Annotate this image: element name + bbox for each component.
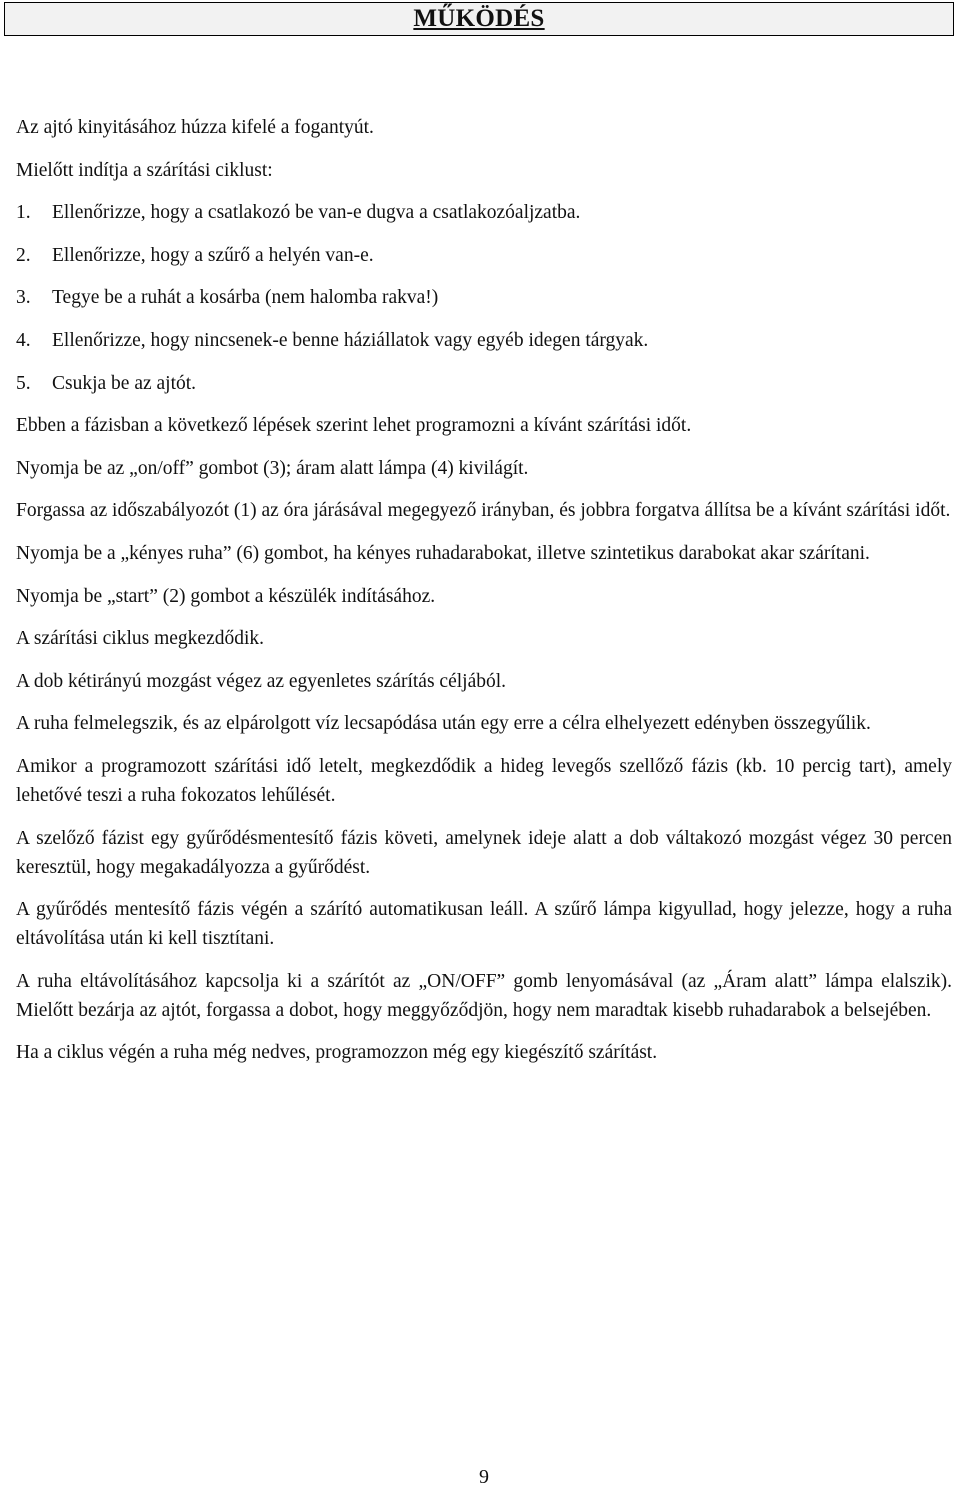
paragraph-removal: A ruha eltávolításához kapcsolja ki a szárítót az „ON/OFF” gomb lenyomásával (az „Áram alatt” lámpa elalszik). Mielőtt bezárja az ajtót, forgassa a dobot, hogy meggyőződjön, hogy nem maradtak kisebb ruhadarabok a belsejében.	[16, 970, 952, 1021]
page-title: MŰKÖDÉS	[413, 5, 545, 32]
list-item-text: Csukja be az ajtót.	[52, 372, 197, 394]
list-item	[16, 369, 952, 398]
page-number: 9	[479, 1466, 489, 1488]
list-item	[16, 283, 952, 312]
list-item-text: Ellenőrizze, hogy nincsenek-e benne háziállatok vagy egyéb idegen tárgyak.	[52, 329, 649, 351]
intro-line-before-cycle: Mielőtt indítja a szárítási ciklust:	[16, 159, 273, 181]
paragraph-extra-drying: Ha a ciklus végén a ruha még nedves, programozzon még egy kiegészítő szárítást.	[16, 1042, 658, 1064]
paragraph-drum-motion: A dob kétirányú mozgást végez az egyenletes szárítás céljából.	[16, 670, 507, 692]
paragraph-start: Nyomja be „start” (2) gombot a készülék indításához.	[16, 585, 436, 607]
intro-line-door: Az ajtó kinyitásához húzza kifelé a fogantyút.	[16, 117, 374, 138]
list-item-number: 3.	[16, 287, 31, 309]
list-item-text: Ellenőrizze, hogy a szűrő a helyén van-e.	[52, 244, 374, 266]
paragraph-delicate: Nyomja be a „kényes ruha” (6) gombot, ha kényes ruhadarabokat, illetve szintetikus darabokat akar szárítani.	[16, 542, 870, 564]
list-item	[16, 198, 952, 227]
paragraph-timer: Forgassa az időszabályozót (1) az óra járásával megegyező irányban, és jobbra forgatva állítsa be a kívánt szárítási időt.	[16, 500, 951, 522]
list-item-number: 4.	[16, 329, 31, 351]
paragraph-cooling-phase: Amikor a programozott szárítási idő letelt, megkezdődik a hideg levegős szellőző fázis (kb. 10 percig tart), amely lehetővé teszi a ruha fokozatos lehűlését.	[16, 755, 952, 806]
paragraph-condensation: A ruha felmelegszik, és az elpárolgott víz lecsapódása után egy erre a célra elhelyezett edényben összegyűlik.	[16, 713, 871, 735]
list-item	[16, 326, 952, 355]
list-item-text: Ellenőrizze, hogy a csatlakozó be van-e dugva a csatlakozóaljzatba.	[52, 202, 581, 224]
paragraph-programming: Ebben a fázisban a következő lépések szerint lehet programozni a kívánt szárítási időt.	[16, 415, 692, 437]
list-item-number: 2.	[16, 244, 31, 266]
list-item-number: 1.	[16, 202, 31, 224]
paragraph-auto-stop: A gyűrődés mentesítő fázis végén a szárító automatikusan leáll. A szűrő lámpa kigyullad, hogy jelezze, hogy a ruha eltávolítása után ki kell tisztítani.	[16, 899, 952, 950]
paragraph-anti-crease: A szelőző fázist egy gyűrődésmentesítő fázis követi, amelynek ideje alatt a dob váltakozó mozgást végez 30 percen keresztül, hogy megakadályozza a gyűrődést.	[16, 827, 952, 878]
list-item-number: 5.	[16, 372, 31, 394]
section-title-box	[4, 2, 954, 36]
preparation-steps-list	[16, 198, 952, 397]
paragraph-on-off: Nyomja be az „on/off” gombot (3); áram alatt lámpa (4) kivilágít.	[16, 457, 529, 479]
document-body	[16, 113, 952, 1081]
paragraph-cycle-begins: A szárítási ciklus megkezdődik.	[16, 628, 265, 650]
list-item-text: Tegye be a ruhát a kosárba (nem halomba rakva!)	[52, 287, 439, 309]
list-item	[16, 241, 952, 270]
